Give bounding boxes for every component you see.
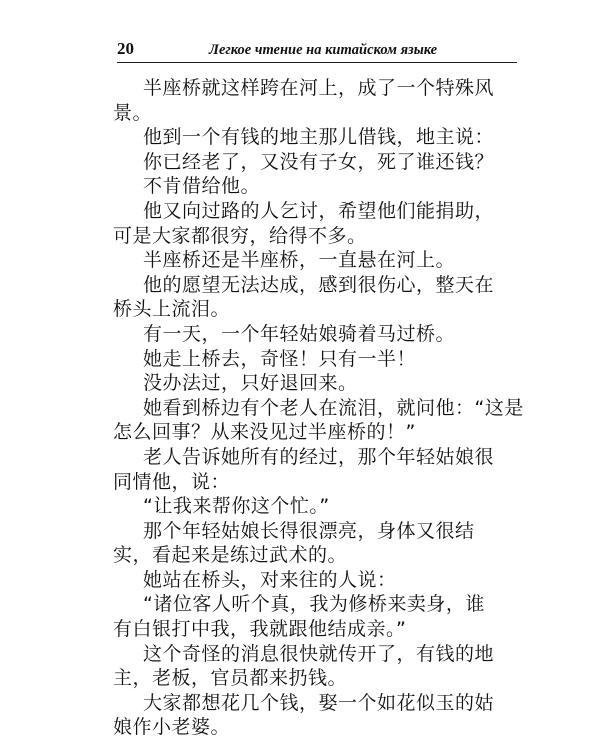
paragraph-line: 她看到桥边有个老人在流泪，就问他：“这是 [143,396,524,419]
paragraph-line: 可是大家都很穷，给得不多。 [113,224,367,247]
paragraph-line: 你已经老了，又没有子女，死了谁还钱？ [143,150,495,173]
paragraph-line: 没办法过，只好退回来。 [143,372,358,395]
page-number: 20 [117,39,134,58]
paragraph-line: 那个年轻姑娘长得很漂亮，身体又很结 [143,519,475,542]
paragraph-line: 不肯借给他。 [143,175,261,198]
paragraph-line: 他的愿望无法达成，感到很伤心，整天在 [143,273,495,296]
paragraph-line: “诸位客人听个真，我为修桥来卖身，谁 [143,593,485,616]
page-body [113,76,524,740]
paragraph-line: 大家都想花几个钱，娶一个如花似玉的姑 [143,691,495,714]
paragraph-line: 娘作小老婆。 [113,716,231,739]
paragraph-line: 有白银打中我，我就跟他结成亲。” [113,618,407,641]
paragraph-line: 同情他，说： [113,470,231,493]
paragraph-line: 她走上桥去，奇怪！只有一半！ [143,347,417,370]
book-title: Легкое чтение на китайском языке [209,42,438,58]
paragraph-line: 他到一个有钱的地主那儿借钱，地主说： [143,126,495,149]
paragraph-line: 主，老板，官员都来扔钱。 [113,667,348,690]
paragraph-line: 他又向过路的人乞讨，希望他们能捐助， [143,199,495,222]
running-header [117,38,517,63]
paragraph-line: 景。 [113,101,153,124]
paragraph-line: 桥头上流泪。 [113,298,231,321]
paragraph-line: 半座桥还是半座桥，一直悬在河上。 [143,249,456,272]
paragraph-line: 半座桥就这样跨在河上，成了一个特殊风 [143,77,495,99]
paragraph-line: “让我来帮你这个忙。” [143,495,330,518]
paragraph-line: 她站在桥头，对来往的人说： [143,568,397,591]
paragraph-line: 这个奇怪的消息很快就传开了，有钱的地 [143,642,495,665]
paragraph-line: 怎么回事？从来没见过半座桥的！” [113,421,416,444]
paragraph-line: 老人告诉她所有的经过，那个年轻姑娘很 [143,445,495,468]
paragraph-line: 实，看起来是练过武术的。 [113,544,348,567]
paragraph-line: 有一天，一个年轻姑娘骑着马过桥。 [143,322,456,345]
